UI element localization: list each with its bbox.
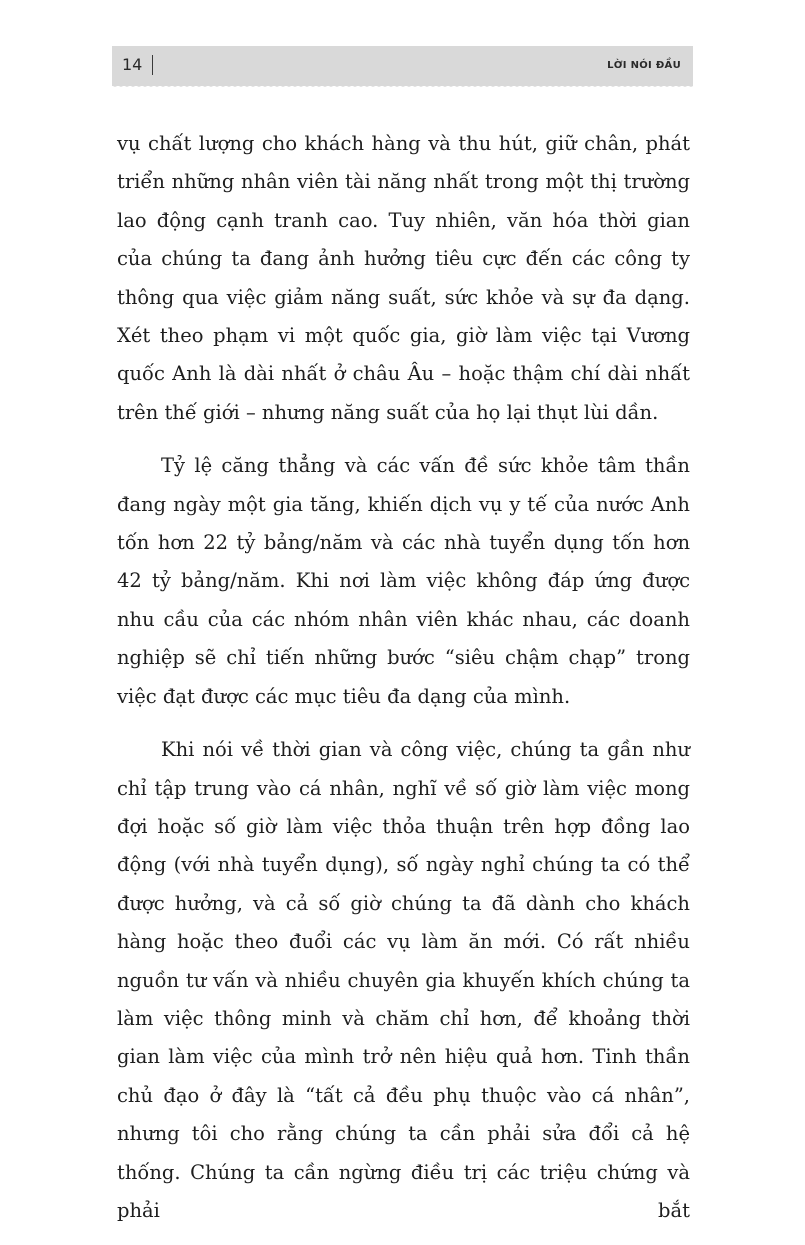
paragraph-2: Tỷ lệ căng thẳng và các vấn đề sức khỏe tâm thần đang ngày một gia tăng, khiến dịch vụ y tế của nước Anh tốn hơn 22 tỷ bảng/năm và các nhà tuyển dụng tốn hơn 42 tỷ bảng/năm. Khi nơi làm việc không đáp ứng được nhu cầu của các nhóm nhân viên khác nhau, các doanh nghiệp sẽ chỉ tiến những bước “siêu chậm chạp” trong việc đạt được các mục tiêu đa dạng của mình.	[117, 454, 690, 708]
header-divider	[152, 55, 153, 75]
section-title: LỜI NÓI ĐẦU	[607, 60, 681, 71]
paragraph-3: Khi nói về thời gian và công việc, chúng ta gần như chỉ tập trung vào cá nhân, nghĩ về số giờ làm việc mong đợi hoặc số giờ làm việc thỏa thuận trên hợp đồng lao động (với nhà tuyển dụng), số ngày nghỉ chúng ta có thể được hưởng, và cả số giờ chúng ta đã dành cho khách hàng hoặc theo đuổi các vụ làm ăn mới. Có rất nhiều nguồn tư vấn và nhiều chuyên gia khuyến khích chúng ta làm việc thông minh và chăm chỉ hơn, để khoảng thời gian làm việc của mình trở nên hiệu quả hơn. Tinh thần chủ đạo ở đây là “tất cả đều phụ thuộc vào cá nhân”, nhưng tôi cho rằng chúng ta cần phải sửa đổi cả hệ thống. Chúng ta cần ngừng điều trị các triệu chứng và phải bắt	[117, 738, 690, 1222]
running-header	[112, 46, 693, 86]
page-number: 14	[122, 55, 143, 74]
paragraph-1: vụ chất lượng cho khách hàng và thu hút, giữ chân, phát triển những nhân viên tài năng nhất trong một thị trường lao động cạnh tranh cao. Tuy nhiên, văn hóa thời gian của chúng ta đang ảnh hưởng tiêu cực đến các công ty thông qua việc giảm năng suất, sức khỏe và sự đa dạng. Xét theo phạm vi một quốc gia, giờ làm việc tại Vương quốc Anh là dài nhất ở châu Âu – hoặc thậm chí dài nhất trên thế giới – nhưng năng suất của họ lại thụt lùi dần.	[117, 132, 690, 424]
page-body	[117, 125, 690, 1245]
